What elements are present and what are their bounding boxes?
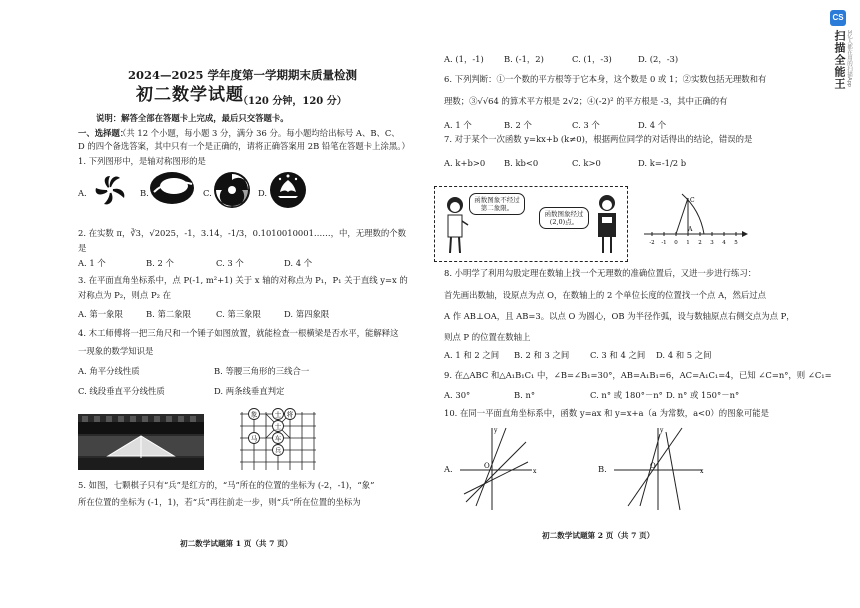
q5-stem-2: 所在位置的坐标为 (-1，1)，若“兵”再往前走一步，则“兵”所在位置的坐标为 — [78, 497, 361, 507]
chess-piece — [249, 409, 260, 420]
bubble-left: 函数图象不经过第二象限。 — [469, 193, 525, 215]
ring-logo-icon — [148, 168, 196, 208]
q10-option-a: A. — [444, 464, 453, 474]
q1-option-b: B. — [140, 188, 149, 198]
q3-stem-2: 对称点为 P₂，则点 P₂ 在 — [78, 290, 171, 300]
graph-option-b — [610, 424, 706, 514]
axis-y-label-b: y — [660, 427, 664, 434]
svg-text:将: 将 — [286, 410, 294, 419]
scanner-logo: CS — [830, 10, 846, 26]
numberline-tick-label: 4 — [722, 240, 726, 246]
q9-option-b: B. n° — [514, 390, 536, 400]
q5-option-a: A. (1，-1) — [444, 54, 484, 64]
numberline-tick-label: 2 — [698, 240, 702, 246]
chess-piece — [273, 409, 284, 420]
instruction: 说明：解答全部在答题卡上完成，最后只交答题卡。 — [96, 113, 289, 123]
chess-board-figure — [238, 410, 318, 472]
right-page — [430, 0, 830, 608]
exam-title: 初二数学试题 — [136, 85, 244, 105]
bubble-right: 函数图象经过(2,0)点。 — [539, 207, 589, 229]
scanner-watermark — [828, 6, 852, 118]
q4-option-c: C. 线段垂直平分线性质 — [78, 386, 165, 396]
number-line-figure — [642, 190, 748, 250]
q1-option-c: C. — [203, 188, 212, 198]
svg-text:士: 士 — [274, 410, 282, 419]
chess-piece — [273, 445, 284, 456]
axis-x-label-b: x — [700, 468, 704, 475]
svg-text:兵: 兵 — [274, 446, 282, 455]
q6-stem-1: 6. 下列判断：①一个数的平方根等于它本身，这个数是 0 或 1；②实数包括无理数和有 — [444, 74, 767, 84]
q8-option-b: B. 2 和 3 之间 — [514, 350, 570, 360]
q1-option-a: A. — [78, 188, 87, 198]
section1-desc-2: D 的四个备选答案，其中只有一个是正确的，请将正确答案用 2B 铅笔在答题卡上涂黑。） — [78, 141, 410, 151]
q2-option-d: D. 4 个 — [284, 258, 313, 268]
q5-option-c: C. (1，-3) — [572, 54, 612, 64]
q8-option-c: C. 3 和 4 之间 — [590, 350, 646, 360]
q7-stem: 7. 对于某个一次函数 y=kx+b (k≠0)，根据两位同学的对话得出的结论，错误的是 — [444, 134, 753, 144]
origin-label-a: O — [484, 462, 490, 470]
chess-piece — [273, 433, 284, 444]
q7-option-d: D. k=-1/2 b — [638, 158, 687, 168]
student-boy-icon — [593, 193, 621, 255]
axis-y-label-a: y — [494, 427, 498, 434]
q8-stem-1: 8. 小明学了利用勾股定理在数轴上找一个无理数的准确位置后，又进一步进行练习： — [444, 268, 757, 278]
q4-option-a: A. 角平分线性质 — [78, 366, 140, 376]
numberline-tick-label: 1 — [686, 240, 690, 246]
q3-option-b: B. 第二象限 — [146, 309, 191, 319]
q1-stem: 1. 下列图形中，是轴对称图形的是 — [78, 156, 206, 166]
q2-option-c: C. 3 个 — [216, 258, 244, 268]
q1-option-d: D. — [258, 188, 268, 198]
q3-option-d: D. 第四象限 — [284, 309, 330, 319]
q8-stem-2: 首先画出数轴，设原点为点 O，在数轴上的 2 个单位长度的位置找一个点 A，然后过点 — [444, 290, 767, 300]
q4-stem-1: 4. 木工师傅将一把三角尺和一个锤子如图放置，就能检查一根横梁是否水平，能解释这 — [78, 328, 399, 338]
svg-text:士: 士 — [274, 422, 282, 431]
swirl-logo-icon — [212, 170, 252, 210]
q4-stem-2: 一现象的数学知识是 — [78, 346, 154, 356]
chess-piece — [285, 409, 296, 420]
page1-footer: 初二数学试题第 1 页（共 7 页） — [180, 539, 293, 548]
numberline-tick-label: 0 — [674, 240, 678, 246]
q7-option-a: A. k+b>0 — [444, 158, 486, 168]
lotus-emblem-icon — [268, 170, 308, 210]
q6-option-d: D. 4 个 — [638, 120, 667, 130]
q6-option-b: B. 2 个 — [504, 120, 532, 130]
chess-piece — [273, 421, 284, 432]
q10-option-b: B. — [598, 464, 607, 474]
q5-stem-1: 5. 如图，七颗棋子只有“兵”是红方的，“马”所在的位置的坐标为 (-2，-1)，“象” — [78, 480, 375, 490]
numberline-tick-label: -1 — [661, 240, 667, 246]
point-a-label: A — [688, 226, 693, 233]
q2-option-b: B. 2 个 — [146, 258, 174, 268]
q7-option-b: B. kb<0 — [504, 158, 539, 168]
numberline-tick-label: 3 — [710, 240, 714, 246]
q3-stem-1: 3. 在平面直角坐标系中，点 P(-1, m²+1) 关于 x 轴的对称点为 P₁，P₁ 关于直线 y=x 的 — [78, 275, 408, 285]
numberline-tick-label: 5 — [734, 240, 738, 246]
q8-option-d: D. 4 和 5 之间 — [656, 350, 712, 360]
bauhinia-icon — [90, 170, 130, 210]
chess-piece — [249, 433, 260, 444]
q5-option-d: D. (2，-3) — [638, 54, 679, 64]
q8-stem-3: A 作 AB⊥OA，且 AB=3。以点 O 为圆心，OB 为半径作弧，设与数轴原点右侧交点为点 P， — [444, 311, 795, 321]
axis-x-label-a: x — [533, 468, 537, 475]
q4-option-d: D. 两条线垂直判定 — [214, 386, 285, 396]
q8-option-a: A. 1 和 2 之间 — [444, 350, 500, 360]
origin-label-b: O — [650, 462, 656, 470]
q5-option-b: B. (-1，2) — [504, 54, 544, 64]
q10-stem: 10. 在同一平面直角坐标系中，函数 y=ax 和 y=x+a（a 为常数，a<0）的图象可能是 — [444, 408, 770, 418]
page2-footer: 初二数学试题第 2 页（共 7 页） — [542, 531, 655, 540]
graph-option-a — [456, 424, 536, 514]
q9-option-a: A. 30° — [444, 390, 471, 400]
exam-time: （120 分钟，120 分） — [238, 96, 347, 107]
q2-stem-2: 是 — [78, 243, 87, 253]
numberline-tick-label: -2 — [649, 240, 655, 246]
q2-stem-1: 2. 在实数 π，∛3，√2025，-1，3.14，-1/3，0.1010010001……，中，无理数的个数 — [78, 228, 407, 238]
svg-text:车: 车 — [274, 434, 282, 443]
q4-option-b: B. 等腰三角形的三线合一 — [214, 366, 310, 376]
q6-option-a: A. 1 个 — [444, 120, 472, 130]
q9-option-d: D. n° 或 150°－n° — [666, 390, 740, 400]
q3-option-a: A. 第一象限 — [78, 309, 123, 319]
student-girl-icon — [441, 195, 469, 255]
q3-option-c: C. 第三象限 — [216, 309, 261, 319]
q9-stem: 9. 在△ABC 和△A₁B₁C₁ 中，∠B=∠B₁=30°，AB=A₁B₁=6，AC=A₁C₁=4，已知 ∠C=n°，则 ∠C₁= — [444, 370, 832, 380]
q7-option-c: C. k>0 — [572, 158, 601, 168]
q8-stem-4: 则点 P 的位置在数轴上 — [444, 332, 531, 342]
scanner-app-name: 扫描全能王 — [833, 30, 845, 90]
q6-option-c: C. 3 个 — [572, 120, 600, 130]
section1-desc-1: （共 12 个小题，每小题 3 分，满分 36 分。每小题均给出标号 A、B、C、 — [118, 128, 400, 138]
section1-title: 一、选择题： — [78, 128, 129, 138]
svg-text:象: 象 — [250, 410, 258, 419]
q9-option-c: C. n° 或 180°－n° — [590, 390, 663, 400]
q2-option-a: A. 1 个 — [78, 258, 106, 268]
exam-year: 2024—2025 学年度第一学期期末质量检测 — [128, 68, 358, 82]
svg-text:马: 马 — [250, 434, 258, 443]
q6-stem-2: 理数；③√√64 的算术平方根是 2√2；④(-2)² 的平方根是 -3，其中正确的有 — [444, 96, 728, 106]
scanner-tagline: 3亿人都在用的扫描App — [846, 30, 852, 87]
beam-level-figure — [78, 414, 204, 470]
dialogue-figure — [434, 186, 628, 262]
point-c-label: C — [690, 197, 695, 204]
